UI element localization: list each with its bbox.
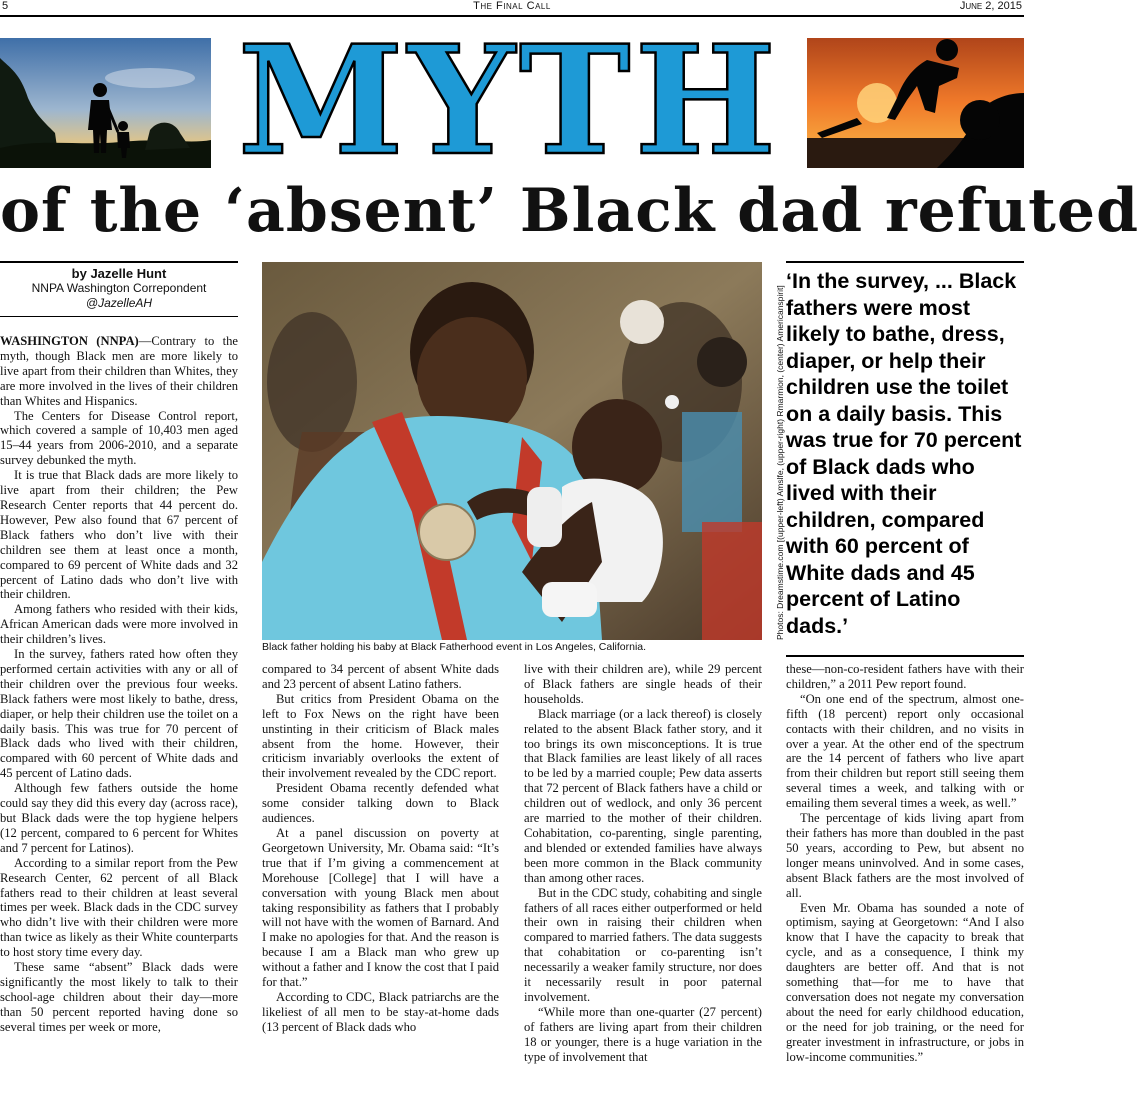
byline-bottom-rule	[0, 316, 238, 317]
photo-caption: Black father holding his baby at Black Fatherhood event in Los Angeles, California.	[262, 641, 647, 653]
byline	[0, 266, 238, 311]
paragraph: According to a similar report from the Pew Research Center, 62 percent of all Black fathers read to their children at least several times per week. Black dads in the CDC survey who didn’t live with their children were more than twice as likely as their White counterparts to host story time every day.	[0, 855, 238, 960]
pull-quote: ‘In the survey, ... Black fathers were most likely to bathe, dress, diaper, or help their children use the toilet on a daily basis. This was true for 70 percent of Black dads who lived with their children, compared with 60 percent of White dads and 45 percent of Latino dads.’	[786, 269, 1022, 638]
paragraph: According to CDC, Black patriarchs are the likeliest of all men to be stay-at-home dads (13 percent of Black dads who	[262, 989, 499, 1034]
paragraph: The Centers for Disease Control report, which covered a sample of 10,403 men aged 15–44 years from 2006-2010, and a separate survey debunked the myth.	[0, 408, 238, 468]
paragraph: President Obama recently defended what some consider talking down to Black audiences.	[262, 781, 499, 826]
paragraph: But critics from President Obama on the left to Fox News on the right have been unstinting in their criticism of Black males absent from the home. However, their criticism invariably overlooks the extent of their involvement revealed by the CDC report.	[262, 691, 499, 781]
sunset-parent-child-photo	[807, 38, 1024, 168]
headline: of the ‘absent’ Black dad refuted	[0, 176, 1139, 246]
article-lede: WASHINGTON (NNPA)—Contrary to the myth, though Black men are more likely to live apart from their children than Whites, they are more involved in the lives of their children than Whites and Hispanics.	[0, 334, 238, 408]
publication-name: The Final Call	[473, 0, 551, 12]
article-column-1	[0, 334, 238, 1035]
paragraph: The percentage of kids living apart from their fathers has more than doubled in the past 50 years, according to Pew, but absent no longer means uninvolved. And in some cases, absent Black fathers are the most involved of all.	[786, 811, 1024, 900]
paragraph: compared to 34 percent of absent White dads and 23 percent of absent Latino fathers.	[262, 662, 499, 691]
paragraph: At a panel discussion on poverty at Georgetown University, Mr. Obama said: “It’s true that if I’m giving a commencement at Morehouse [College] that I will have a conversation with young Black men about taking responsibility as fathers that I probably will not have with the women of Barnard. And I make no apologies for that. And the reason is because I am a Black man who grew up without a father and I know the cost that I paid for that.”	[262, 825, 499, 990]
paragraph: Even Mr. Obama has sounded a note of optimism, saying at Georgetown: “And I also know that I have the capacity to break that cycle, and as a consequence, I think my daughters are better off. And that is not something that—for me to have that conversation does not negate my conversation about the need for early childhood education, or the need for job training, or the need for greater investment in infrastructure, or jobs in low-income communities.”	[786, 900, 1024, 1064]
paragraph: In the survey, fathers rated how often they performed certain activities with any or all of their children over the previous four weeks. Black fathers were most likely to bathe, dress, diaper, or help their children use the toilet on a daily basis. This was true for 70 percent of Black dads who lived with their children, compared with 60 percent of White dads and 45 percent of Latino dads.	[0, 647, 238, 781]
photo-credit: Photos: Dreamstime.com [(upper-left) Amslfe, (upper-right) Rmarmion, (center) Americanspirit]	[775, 285, 785, 640]
sunset-silhouette-photo	[0, 38, 211, 168]
paragraph: live with their children are), while 29 percent of Black fathers are single heads of their households.	[524, 662, 762, 706]
paragraph: Although few fathers outside the home could say they did this every day (across race), but Black dads were the top hygiene helpers (12 percent, compared to 6 percent for Whites and 7 percent for Latinos).	[0, 781, 238, 855]
paragraph: It is true that Black dads are more likely to live apart from their children; the Pew Research Center reports that 44 percent do. However, Pew also found that 67 percent of Black fathers who don’t live with their children see them at least once a month, compared to 69 percent of White dads and 32 percent of Latino dads who don’t live with their children.	[0, 468, 238, 602]
author-name: by Jazelle Hunt	[71, 266, 167, 281]
article-column-4	[786, 662, 1024, 1064]
paragraph: But in the CDC study, cohabiting and single fathers of all races either outperformed or held their own in raising their children when compared to married fathers. The data suggests that cohabitation or co-parenting isn’t necessarily a weaker family structure, nor does it necessarily result in poor paternal involvement.	[524, 885, 762, 1004]
author-handle: @JazelleAH	[85, 296, 153, 310]
article-column-3	[524, 662, 762, 1064]
father-holding-baby-photo	[262, 262, 762, 640]
paragraph: “On one end of the spectrum, almost one-fifth (18 percent) report only occasional contacts with their children, and no visits in over a year. At the other end of the spectrum are the 14 percent of fathers who live apart from their children but report still seeing them several times a week, and talking with or emailing them several times a week, as well.”	[786, 691, 1024, 811]
paragraph: Among fathers who resided with their kids, African American dads were more involved in their children’s lives.	[0, 602, 238, 647]
issue-date: June 2, 2015	[959, 0, 1022, 12]
paragraph: Black marriage (or a lack thereof) is closely related to the absent Black father story, and it too brings its own misconceptions. It is true that Black families are least likely of all races to be led by a married couple; Pew data asserts that 72 percent of Black fathers have a child or children out of wedlock, and only 36 percent are married to the mother of their children. Cohabitation, co-parenting, single parenting, and blended or extended families have always been more common in the Black community than among other races.	[524, 706, 762, 885]
pull-quote-bottom-rule	[786, 655, 1024, 657]
paragraph: These same “absent” Black dads were significantly the most likely to talk to their school-age children about their day—more than 50 percent reported having done so several times per week or more,	[0, 960, 238, 1034]
myth-title: MYTH	[237, 13, 781, 189]
author-role: NNPA Washington Correpondent	[31, 281, 207, 295]
byline-top-rule	[0, 261, 238, 263]
dateline: WASHINGTON (NNPA)	[0, 334, 139, 348]
paragraph: these—non-co-resident fathers have with their children,” a 2011 Pew report found.	[786, 662, 1024, 691]
pull-quote-top-rule	[786, 261, 1024, 263]
paragraph: “While more than one-quarter (27 percent) of fathers are living apart from their children 18 or younger, there is a huge variation in the type of involvement that	[524, 1004, 762, 1064]
page-number: 5	[2, 0, 9, 12]
article-column-2	[262, 662, 499, 1035]
